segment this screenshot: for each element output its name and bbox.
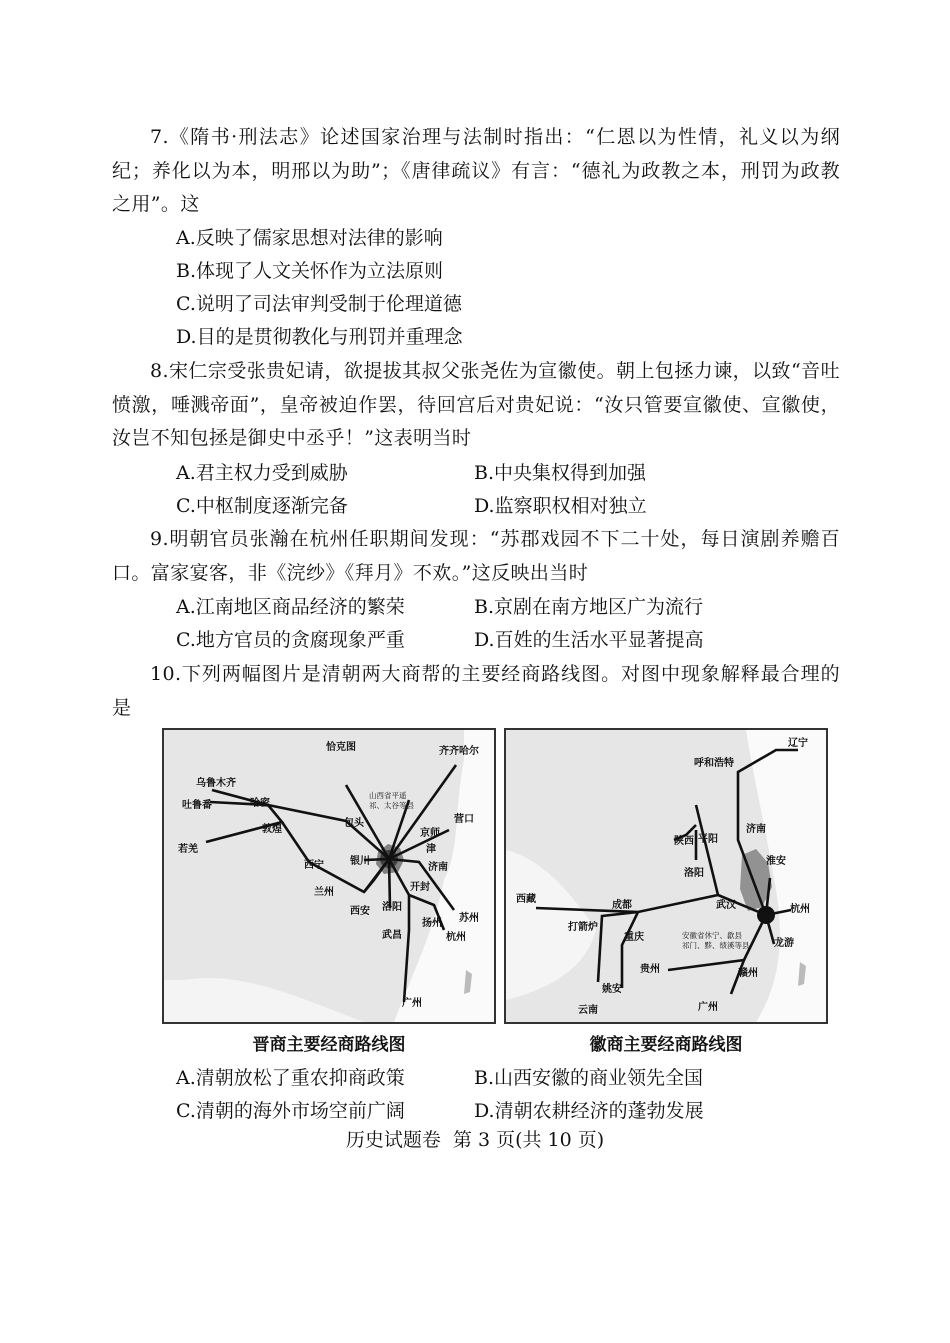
label-chongqing: 重庆	[624, 932, 644, 943]
label-tibet: 西藏	[516, 894, 536, 905]
q8-option-d: D.监察职权相对独立	[474, 495, 647, 517]
label-yunnan: 云南	[578, 1005, 598, 1016]
label-wuchang: 武昌	[382, 930, 402, 941]
hui-merchant-route-map	[504, 728, 828, 1024]
label-ruoqiang: 若羌	[178, 844, 198, 855]
label-huaian: 淮安	[766, 856, 786, 867]
q9-option-b: B.京剧在南方地区广为流行	[474, 596, 704, 618]
label-guizhou: 贵州	[640, 964, 660, 975]
q7-option-c: C.说明了司法审判受制于伦理道德	[176, 293, 462, 315]
label-beijing: 京师	[420, 828, 440, 839]
q10-option-a: A.清朝放松了重农抑商政策	[176, 1067, 405, 1089]
label-urumqi: 乌鲁木齐	[196, 778, 236, 789]
label-anhui-1: 安徽省休宁、歙县	[682, 931, 742, 940]
label-longyou: 龙游	[774, 938, 794, 949]
label-xining: 西宁	[304, 860, 324, 871]
label-tianjin: 津	[426, 844, 436, 855]
label-jinan: 济南	[746, 824, 766, 835]
label-turpan: 吐鲁番	[182, 800, 212, 811]
label-luoyang: 洛阳	[382, 902, 402, 913]
jin-map-caption: 晋商主要经商路线图	[252, 1035, 406, 1055]
label-yinchuan: 银川	[350, 856, 370, 867]
label-wuhan: 武汉	[716, 900, 736, 911]
label-yangzhou: 扬州	[422, 918, 442, 929]
q9-option-d: D.百姓的生活水平显著提高	[474, 629, 704, 651]
question-8-stem: 8.宋仁宗受张贵妃请，欲提拔其叔父张尧佐为宣徽使。朝上包拯力谏，以致“音吐愤激，唾溅帝面”，皇帝被迫作罢，待回宫后对贵妃说：“汝只管要宣徽使、宣徽使，汝岂不知包拯是御史中丞乎！”这表明当时	[112, 360, 840, 449]
label-lanzhou: 兰州	[314, 887, 334, 898]
q9-option-a: A.江南地区商品经济的繁荣	[176, 596, 405, 618]
label-hangzhou: 杭州	[790, 904, 810, 915]
label-luoyang: 洛阳	[684, 868, 704, 879]
q8-option-a: A.君主权力受到威胁	[176, 462, 348, 484]
label-qiake: 恰克图	[326, 742, 356, 753]
q9-option-c: C.地方官员的贪腐现象严重	[176, 629, 405, 651]
label-chengdu: 成都	[612, 900, 632, 911]
q10-option-d: D.清朝农耕经济的蓬勃发展	[474, 1100, 704, 1122]
q8-option-c: C.中枢制度逐渐完备	[176, 495, 348, 517]
label-kaifeng: 开封	[410, 882, 430, 893]
question-9-stem: 9.明朝官员张瀚在杭州任职期间发现：“苏郡戏园不下二十处，每日演剧养赡百口。富家宴客，非《浣纱》《拜月》不欢。”这反映出当时	[112, 528, 840, 584]
label-xian: 西安	[350, 906, 370, 917]
label-guangzhou: 广州	[698, 1002, 718, 1013]
label-liaoning: 辽宁	[788, 738, 808, 749]
label-suzhou: 苏州	[459, 913, 479, 924]
q10-option-c: C.清朝的海外市场空前广阔	[176, 1100, 405, 1122]
label-dajianlu: 打箭炉	[568, 922, 598, 933]
label-dunhuang: 敦煌	[262, 824, 282, 835]
q7-option-d: D.目的是贯彻教化与刑罚并重理念	[176, 326, 463, 348]
q7-option-a: A.反映了儒家思想对法律的影响	[176, 227, 443, 249]
label-hami: 哈密	[250, 798, 270, 809]
question-10-stem: 10.下列两幅图片是清朝两大商帮的主要经商路线图。对图中现象解释最合理的是	[112, 663, 840, 719]
label-hohhot: 呼和浩特	[694, 758, 734, 769]
label-shanxi-1: 山西省平遥	[369, 791, 407, 800]
label-pingyang: 平阳	[698, 834, 718, 845]
label-guangzhou: 广州	[402, 998, 422, 1009]
label-baotou: 包头	[344, 818, 364, 829]
label-yingkou: 营口	[454, 814, 474, 825]
label-ganzhou: 赣州	[738, 968, 758, 979]
hui-map-caption: 徽商主要经商路线图	[589, 1035, 743, 1055]
q10-option-b: B.山西安徽的商业领先全国	[474, 1067, 704, 1089]
label-yaoan: 姚安	[602, 984, 622, 995]
label-qiqihar: 齐齐哈尔	[439, 746, 479, 757]
label-hangzhou: 杭州	[446, 932, 466, 943]
label-shanxi-2: 祁、太谷等县	[369, 801, 414, 810]
q8-option-b: B.中央集权得到加强	[474, 462, 647, 484]
question-7-stem: 7.《隋书·刑法志》论述国家治理与法制时指出：“仁恩以为性情，礼义以为纲纪；养化以为本，明邢以为助”；《唐律疏议》有言：“德礼为政教之本，刑罚为政教之用”。这	[112, 126, 840, 215]
q7-option-b: B.体现了人文关怀作为立法原则	[176, 260, 444, 282]
label-jinan: 济南	[428, 862, 448, 873]
label-anhui-2: 祁门、黟、绩溪等县	[682, 941, 750, 950]
jin-merchant-route-map	[162, 728, 496, 1024]
label-shaanxi: 陕西	[674, 836, 694, 847]
page-footer: 历史试题卷 第 3 页(共 10 页)	[345, 1129, 605, 1151]
